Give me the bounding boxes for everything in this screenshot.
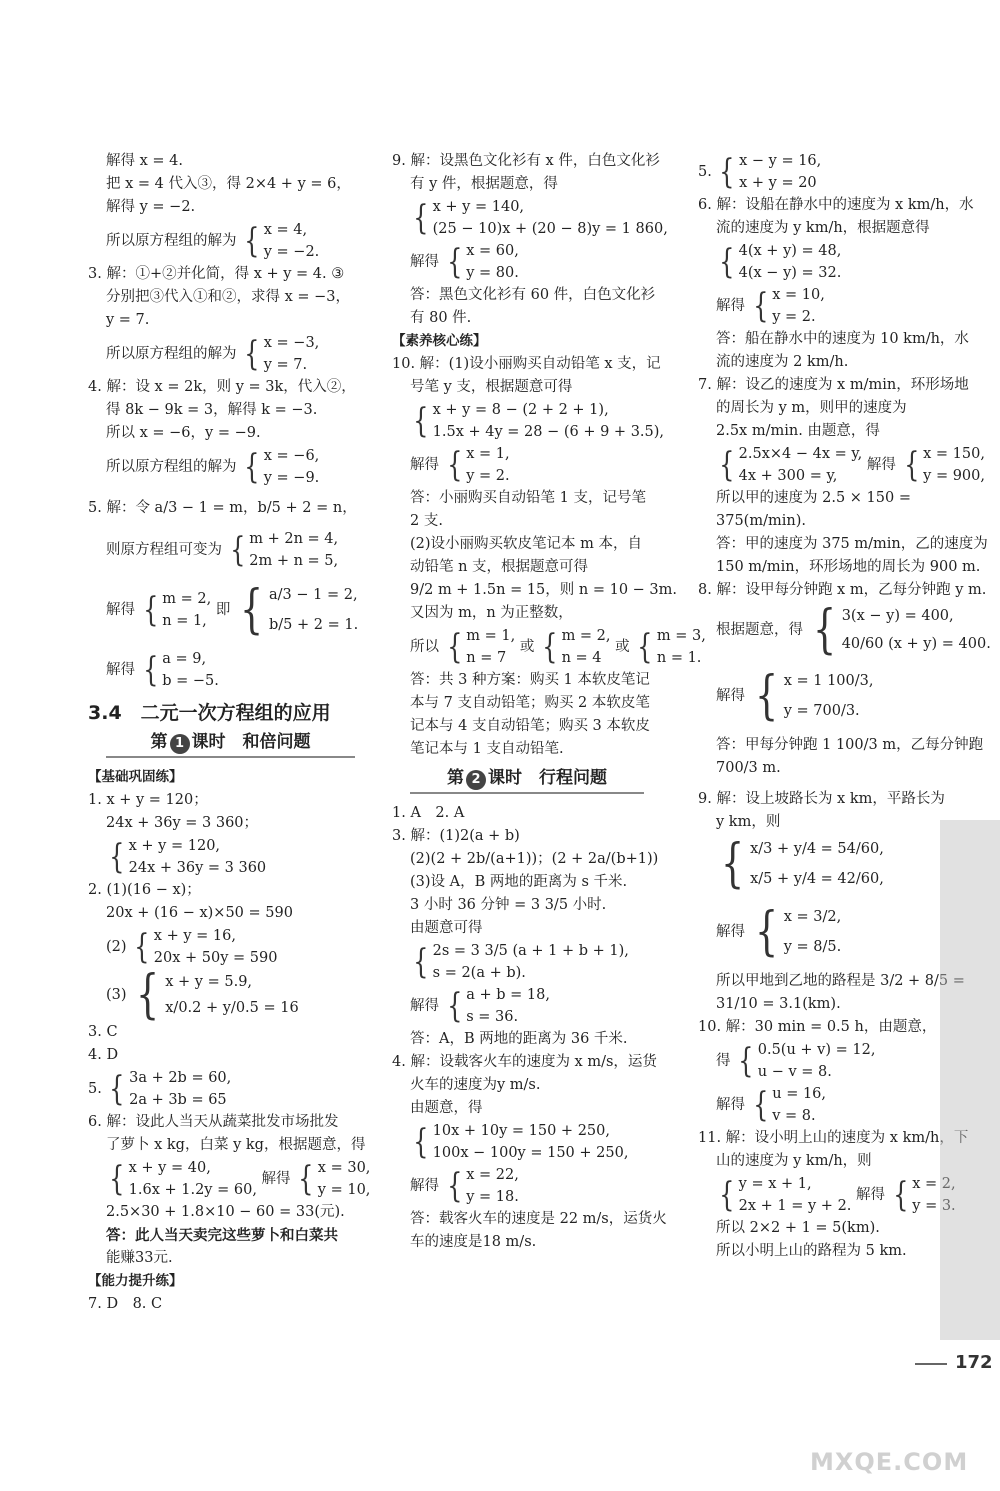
text-line: 3 小时 36 分钟 = 3 3/5 小时.	[410, 897, 607, 913]
equation-system: { 3a + 2b = 60, 2a + 3b = 65	[109, 1069, 232, 1109]
answer-6: 6. 解：设船在静水中的速度为 x km/h，水	[698, 197, 974, 213]
watermark-logo: MXQE.COM	[810, 1448, 969, 1476]
text-line: y km，则	[716, 814, 781, 830]
equation-line	[392, 196, 668, 240]
text-line: 又因为 m，n 为正整数，	[410, 605, 573, 621]
text-line: y = 7.	[106, 312, 150, 328]
text-line: 的周长为 y m，则甲的速度为	[716, 400, 907, 416]
equation-system: { x = 22, y = 18.	[446, 1166, 519, 1206]
solution-line: 解得 { x = 60, y = 80.	[410, 242, 519, 282]
question-10: 10. 解：(1)设小丽购买自动铅笔 x 支，记	[392, 356, 661, 372]
equation-system: { m + 2n = 4, 2m + n = 5,	[229, 530, 339, 570]
text-line: 把 x = 4 代入③，得 2×4 + y = 6，	[106, 176, 351, 192]
text-line: 火车的速度为y m/s.	[410, 1077, 541, 1093]
equation-system: { x + y = 40, 1.6x + 1.2y = 60,	[109, 1159, 257, 1199]
lesson-title: 第 2 课时 行程问题	[410, 767, 644, 794]
text-line: 流的速度为 2 km/h.	[716, 354, 849, 370]
solution-line: 解得 { a = 9, b = −5.	[106, 650, 219, 690]
text-line: 答：甲每分钟跑 1 100/3 m，乙每分钟跑	[716, 737, 984, 753]
text-line: 由题意可得	[410, 920, 483, 936]
text-line: 解得 x = 4.	[106, 153, 183, 169]
equation-line	[392, 1120, 662, 1164]
text-line: 答：甲的速度为 375 m/min，乙的速度为	[716, 536, 988, 552]
text-line: 车的速度是18 m/s.	[410, 1234, 537, 1250]
solution-line: 解得 { m = 2, n = 1, 即 { a/3 − 1 = 2, b/5 + 2 = 1.	[106, 580, 359, 640]
text-line: 有 80 件.	[410, 310, 472, 326]
text-line: 2.5×30 + 1.8×10 − 60 = 33(元).	[106, 1204, 345, 1220]
equation-system: { 4(x + y) = 48, 4(x − y) = 32.	[719, 242, 842, 282]
solution-line: 所以原方程组的解为 { x = 4, y = −2.	[106, 221, 320, 261]
page-number-rule	[915, 1363, 947, 1365]
section-tag: 【基础巩固练】	[88, 769, 183, 785]
text-line: 2 支.	[410, 513, 443, 529]
answer-7: 7. 解：设乙的速度为 x m/min，环形场地	[698, 377, 969, 393]
solution-line: 解得 { x = 22, y = 18.	[410, 1166, 519, 1206]
text-line: 所以小明上山的路程为 5 km.	[716, 1243, 907, 1259]
equation-system: { a = 9, b = −5.	[142, 650, 219, 690]
solution-line: 解得 { a + b = 18, s = 36.	[410, 986, 550, 1026]
equation-system: { x = 150, y = 900,	[903, 445, 985, 485]
solution-line: 解得 { x = 1 100/3, y = 700/3.	[716, 666, 874, 726]
column-2	[392, 150, 706, 1254]
text-line: 所以 x = −6，y = −9.	[106, 425, 261, 441]
question-3: 3. 解：①+②并化简，得 x + y = 4. ③	[88, 266, 345, 282]
equation-system: { 2.5x×4 − 4x = y, 4x + 300 = y,	[719, 445, 863, 485]
equation-line: { y = x + 1, 2x + 1 = y + 2. 解得 { x = 2, y = 3.	[698, 1173, 958, 1217]
answer-3: 3. C	[88, 1024, 118, 1040]
equation-system: { x + y = 16, 20x + 50y = 590	[134, 927, 278, 967]
text-line: 记本与 4 支自动铅笔；购买 3 本软皮	[410, 718, 650, 734]
equation-line: { 2.5x×4 − 4x = y, 4x + 300 = y, 解得 { x = 150, y = 900,	[698, 443, 958, 487]
equation-system: { x = 30, y = 10,	[298, 1159, 371, 1199]
equation-line	[392, 940, 662, 984]
text-line: 答：A，B 两地的距离为 36 千米.	[410, 1031, 628, 1047]
column-1	[88, 150, 373, 1316]
answer-1: 1. x + y = 120；	[88, 792, 208, 808]
text-line: 了萝卜 x kg，白菜 y kg，根据题意，得	[106, 1137, 366, 1153]
equation-system: { x − y = 16, x + y = 20	[719, 152, 822, 192]
text-line: 9/2 m + 1.5n = 15，则 n = 10 − 3m.	[410, 582, 677, 598]
equation-system: { m = 2, n = 4	[542, 627, 611, 667]
equation-system: { x = 1 100/3, y = 700/3.	[754, 666, 874, 726]
solution-line: 解得 { x = 3/2, y = 8/5.	[716, 902, 842, 962]
equation-line: 根据题意，得 { 3(x − y) = 400, 40/60 (x + y) = 400.	[716, 600, 991, 660]
text-line: 得 8k − 9k = 3，解得 k = −3.	[106, 402, 318, 418]
text-line: 山的速度为 y km/h，则	[716, 1153, 872, 1169]
section-tag: 【素养核心练】	[392, 333, 487, 349]
text-line: 所以甲的速度为 2.5 × 150 =	[716, 490, 911, 506]
equation-system: { a + b = 18, s = 36.	[446, 986, 550, 1026]
equation-system: { m = 2, n = 1,	[142, 590, 212, 630]
equation-system: { x/3 + y/4 = 54/60, x/5 + y/4 = 42/60,	[720, 834, 884, 894]
solution-line: 所以 { m = 1, n = 7 或 { m = 2, n = 4 或 { m = 3, n = 1.	[410, 627, 706, 667]
answer-5: 5. { 3a + 2b = 60, 2a + 3b = 65	[88, 1069, 232, 1109]
equation-system: { x = −3, y = 7.	[244, 334, 320, 374]
text-line: 答：船在静水中的速度为 10 km/h，水	[716, 331, 969, 347]
text-line: 分别把③代入①和②，求得 x = −3，	[106, 289, 351, 305]
text-line: 解得 y = −2.	[106, 199, 196, 215]
question-4: 4. 解：设 x = 2k，则 y = 3k，代入②，	[88, 379, 356, 395]
answer-7-8: 7. D 8. C	[88, 1296, 163, 1312]
text-line: 375(m/min).	[716, 513, 806, 529]
text-line: 能赚33元.	[106, 1250, 173, 1266]
equation-system: { x = 60, y = 80.	[446, 242, 519, 282]
answer-1-2: 1. A 2. A	[392, 805, 465, 821]
equation-system: { x = 4, y = −2.	[244, 221, 320, 261]
answer-6: 6. 解：设此人当天从蔬菜批发市场批发	[88, 1114, 339, 1130]
text-line: 答：共 3 种方案：购买 1 本软皮笔记	[410, 672, 650, 688]
equation-line: { x + y = 40, 1.6x + 1.2y = 60, 解得 { x = 30, y = 10,	[88, 1157, 373, 1201]
equation-line: 得 { 0.5(u + v) = 12, u − v = 8.	[716, 1041, 876, 1081]
text-line: (2)(2 + 2b/(a+1))；(2 + 2a/(b+1))	[410, 851, 659, 867]
equation-system: { x = 1, y = 2.	[446, 445, 510, 485]
text-line: 流的速度为 y km/h，根据题意得	[716, 220, 930, 236]
solution-line: 所以原方程组的解为 { x = −6, y = −9.	[106, 447, 320, 487]
text-line: 2.5x m/min. 由题意，得	[716, 423, 880, 439]
text-line: 由题意，得	[410, 1100, 483, 1116]
equation-system: { x + y = 5.9, x/0.2 + y/0.5 = 16	[136, 965, 299, 1025]
text-line: 20x + (16 − x)×50 = 590	[106, 905, 293, 921]
answer-4: 4. 解：设载客火车的速度为 x m/s，运货	[392, 1054, 657, 1070]
answer-8: 8. 解：设甲每分钟跑 x m，乙每分钟跑 y m.	[698, 582, 987, 598]
text-line: 31/10 = 3.1(km).	[716, 996, 841, 1012]
solution-line: 解得 { u = 16, v = 8.	[716, 1085, 827, 1125]
lesson-title: 第 1 课时 和倍问题	[106, 731, 355, 758]
equation-system: { a/3 − 1 = 2, b/5 + 2 = 1.	[239, 580, 359, 640]
text-line: 答：黑色文化衫有 60 件，白色文化衫	[410, 287, 656, 303]
answer-4: 4. D	[88, 1047, 119, 1063]
answer-9: 9. 解：设上坡路长为 x km，平路长为	[698, 791, 945, 807]
text-line: 动铅笔 n 支，根据题意可得	[410, 559, 589, 575]
equation-line	[88, 835, 373, 879]
equation-system: { x = 10, y = 2.	[752, 286, 825, 326]
text-line: 150 m/min，环形场地的周长为 900 m.	[716, 559, 981, 575]
page-number: 172	[955, 1352, 993, 1373]
column-3	[698, 150, 991, 1263]
solution-line: 解得 { x = 10, y = 2.	[716, 286, 825, 326]
side-decoration	[940, 820, 1000, 1340]
answer-3: 3. 解：(1)2(a + b)	[392, 828, 520, 844]
text-line: 24x + 36y = 3 360；	[106, 815, 259, 831]
solution-line: 所以原方程组的解为 { x = −3, y = 7.	[106, 334, 320, 374]
equation-line	[392, 399, 665, 443]
equation-system: { 3(x − y) = 400, 40/60 (x + y) = 400.	[812, 600, 991, 660]
equation-line: (2) { x + y = 16, 20x + 50y = 590	[106, 927, 278, 967]
solution-line: 则原方程组可变为 { m + 2n = 4, 2m + n = 5,	[106, 530, 339, 570]
answer-10: 10. 解：30 min = 0.5 h，由题意，	[698, 1019, 937, 1035]
equation-system: { 0.5(u + v) = 12, u − v = 8.	[738, 1041, 876, 1081]
question-9: 9. 解：设黑色文化衫有 x 件，白色文化衫	[392, 153, 660, 169]
question-5: 5. 解：令 a/3 − 1 = m，b/5 + 2 = n，	[88, 500, 357, 516]
text-line: 答：小丽购买自动铅笔 1 支，记号笔	[410, 490, 646, 506]
text-line: 有 y 件，根据题意，得	[410, 176, 558, 192]
equation-system: { 10x + 10y = 150 + 250, 100x − 100y = 150 + 250,	[413, 1122, 629, 1162]
text-line: 所以 2×2 + 1 = 5(km).	[716, 1220, 880, 1236]
text-line: 本与 7 支自动铅笔；购买 2 本软皮笔	[410, 695, 650, 711]
section-tag: 【能力提升练】	[88, 1273, 183, 1289]
equation-system: { m = 1, n = 7	[446, 627, 516, 667]
equation-system: { y = x + 1, 2x + 1 = y + 2.	[719, 1175, 852, 1215]
equation-system: { x = 2, y = 3.	[892, 1175, 956, 1215]
equation-system: { x = −6, y = −9.	[244, 447, 320, 487]
answer-2: 2. (1)(16 − x)；	[88, 882, 201, 898]
equation-system: { x = 3/2, y = 8/5.	[754, 902, 842, 962]
text-line: 答：载客火车的速度是 22 m/s，运货火	[410, 1211, 667, 1227]
equation-system: { u = 16, v = 8.	[752, 1085, 827, 1125]
text-line: 所以甲地到乙地的路程是 3/2 + 8/5 =	[716, 973, 965, 989]
equation-system: { 2s = 3 3/5 (a + 1 + b + 1), s = 2(a + b).	[413, 942, 629, 982]
equation-line: (3) { x + y = 5.9, x/0.2 + y/0.5 = 16	[106, 965, 299, 1025]
answer-5: 5. { x − y = 16, x + y = 20	[698, 152, 822, 192]
text-line: 答：此人当天卖完这些萝卜和白菜共	[106, 1227, 338, 1244]
text-line: (2)设小丽购买软皮笔记本 m 本，自	[410, 536, 643, 552]
text-line: 700/3 m.	[716, 760, 781, 776]
solution-line: 解得 { x = 1, y = 2.	[410, 445, 510, 485]
equation-system: { m = 3, n = 1.	[637, 627, 706, 667]
equation-line	[698, 240, 958, 284]
equation-system: { x + y = 120, 24x + 36y = 3 360	[109, 837, 267, 877]
answer-11: 11. 解：设小明上山的速度为 x km/h，下	[698, 1130, 969, 1146]
equation-system: { x + y = 8 − (2 + 2 + 1), 1.5x + 4y = 28 − (6 + 9 + 3.5),	[413, 401, 665, 441]
equation-line	[698, 834, 958, 894]
equation-system: { x + y = 140, (25 − 10)x + (20 − 8)y = 1 860,	[413, 198, 668, 238]
text-line: 号笔 y 支，根据题意可得	[410, 379, 573, 395]
section-title: 3.4 二元一次方程组的应用	[88, 702, 331, 724]
text-line: (3)设 A，B 两地的距离为 s 千米.	[410, 874, 628, 890]
text-line: 笔记本与 1 支自动铅笔.	[410, 741, 564, 757]
